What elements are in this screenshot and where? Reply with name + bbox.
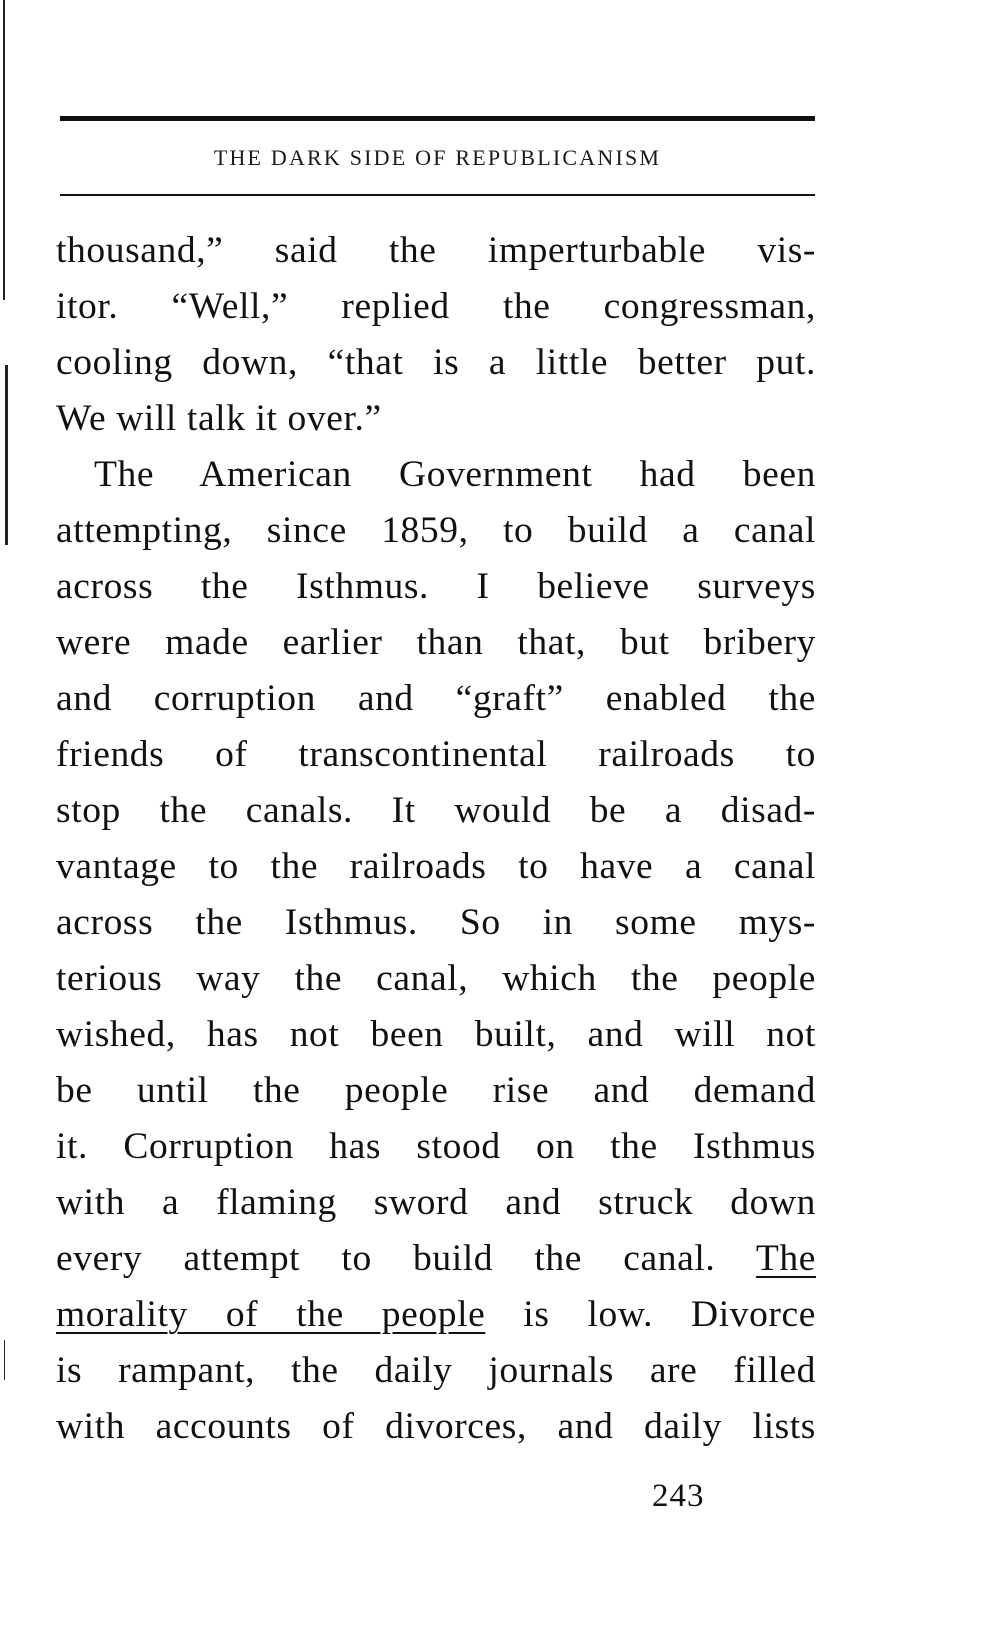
text-line: thousand,” said the imperturbable vis- (56, 230, 816, 271)
text-line: and corruption and “graft” enabled the (56, 678, 816, 719)
text-line: itor. “Well,” replied the congressman, (56, 286, 816, 327)
running-head: THE DARK SIDE OF REPUBLICANISM (213, 145, 662, 170)
text-line-annotated (56, 1287, 816, 1343)
scan-edge-mark (4, 1340, 5, 1380)
text-line: friends of transcontinental railroads to (56, 734, 816, 775)
text-line: be until the people rise and demand (56, 1070, 816, 1111)
text-line: We will talk it over.” (56, 398, 382, 439)
text-line: across the Isthmus. So in some mys- (56, 902, 816, 943)
underlined-text: The (755, 1238, 816, 1279)
text-line: cooling down, “that is a little better put. (56, 342, 816, 383)
text-line: stop the canals. It would be a disad- (56, 790, 816, 831)
text-line: The American Government had been (94, 454, 816, 495)
header-rule-top (60, 116, 815, 121)
header-rule-bottom (60, 194, 815, 196)
text-line: with a flaming sword and struck down (56, 1182, 816, 1223)
text-line: terious way the canal, which the people (56, 958, 816, 999)
text-line: across the Isthmus. I believe surveys (56, 566, 816, 607)
text-line: attempting, since 1859, to build a canal (56, 510, 816, 551)
text-line: vantage to the railroads to have a canal (56, 846, 816, 887)
line-text: every attempt to build the canal. (56, 1238, 756, 1279)
line-text: is low. Divorce (485, 1294, 816, 1335)
text-line: with accounts of divorces, and daily lists (56, 1406, 816, 1447)
body-text (56, 223, 816, 1455)
page-number: 243 (652, 1478, 705, 1514)
text-line: is rampant, the daily journals are filled (56, 1350, 816, 1391)
underlined-text: morality of the people (56, 1294, 486, 1335)
scan-edge-mark (3, 0, 5, 300)
text-line: wished, has not been built, and will not (56, 1014, 816, 1055)
text-line: it. Corruption has stood on the Isthmus (56, 1126, 816, 1167)
scan-edge-mark (5, 365, 8, 545)
text-line-annotated (56, 1231, 816, 1287)
text-line: were made earlier than that, but bribery (56, 622, 816, 663)
